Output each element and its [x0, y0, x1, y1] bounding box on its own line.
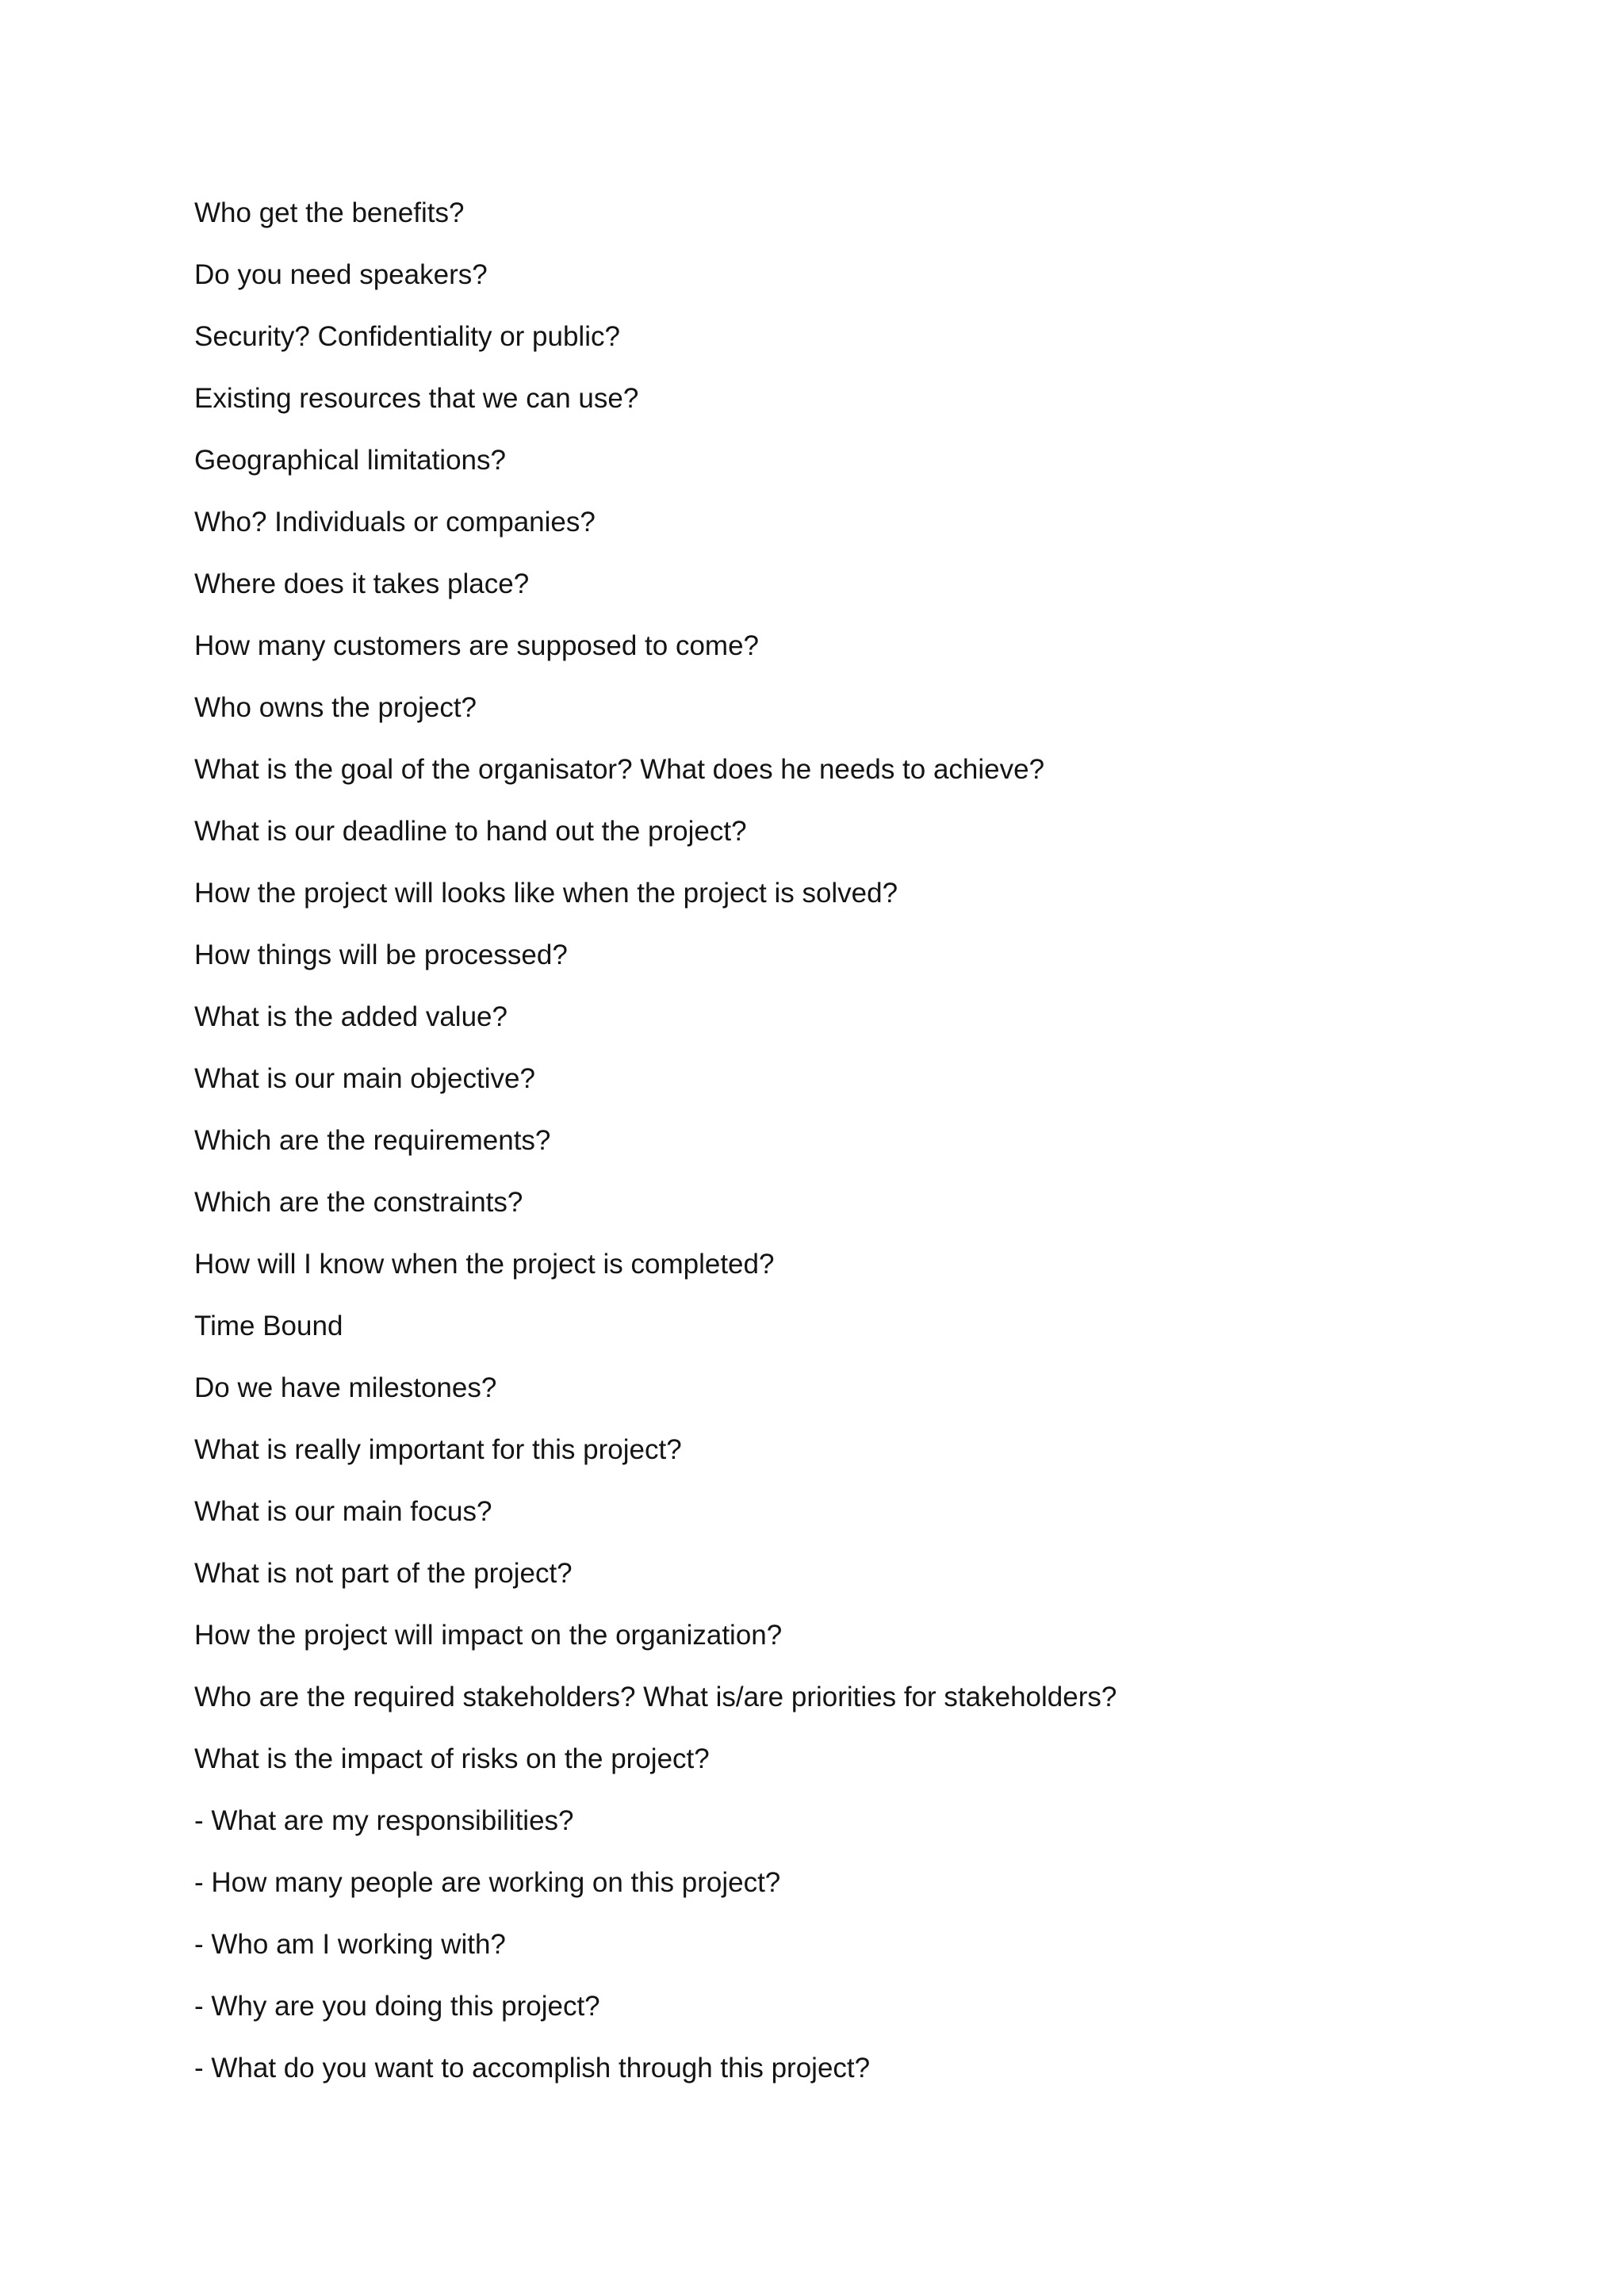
question-line: What is the impact of risks on the project? [194, 1743, 710, 1774]
question-line: Existing resources that we can use? [194, 383, 639, 414]
bullet-question-line: - Why are you doing this project? [194, 1991, 600, 2022]
question-line: Which are the constraints? [194, 1187, 523, 1218]
question-line: Who owns the project? [194, 692, 477, 723]
question-line: What is the goal of the organisator? What does he needs to achieve? [194, 754, 1045, 785]
question-line: What is our deadline to hand out the project? [194, 816, 747, 847]
question-line: How will I know when the project is completed? [194, 1249, 775, 1280]
question-line: Do you need speakers? [194, 259, 488, 290]
question-line: How things will be processed? [194, 939, 568, 970]
question-line: What is our main objective? [194, 1063, 535, 1094]
question-line: What is the added value? [194, 1001, 508, 1032]
bullet-question-line: - What are my responsibilities? [194, 1805, 574, 1836]
question-line: Do we have milestones? [194, 1372, 497, 1403]
question-line: What is really important for this project? [194, 1434, 682, 1465]
question-line: How the project will impact on the organization? [194, 1620, 783, 1651]
bullet-question-line: - Who am I working with? [194, 1929, 506, 1960]
section-label: Time Bound [194, 1311, 343, 1341]
question-line: What is not part of the project? [194, 1558, 573, 1589]
question-line: Where does it takes place? [194, 568, 530, 599]
question-line: Who are the required stakeholders? What is/are priorities for stakeholders? [194, 1682, 1117, 1712]
question-line: Security? Confidentiality or public? [194, 321, 620, 352]
bullet-question-line: - What do you want to accomplish through this project? [194, 2053, 871, 2084]
question-line: Geographical limitations? [194, 445, 506, 476]
question-line: What is our main focus? [194, 1496, 492, 1527]
bullet-question-line: - How many people are working on this project? [194, 1867, 781, 1898]
question-line: Who? Individuals or companies? [194, 507, 596, 538]
question-line: Which are the requirements? [194, 1125, 551, 1156]
question-line: How many customers are supposed to come? [194, 630, 759, 661]
question-line: How the project will looks like when the project is solved? [194, 878, 898, 909]
question-line: Who get the benefits? [194, 197, 465, 228]
question-list [194, 193, 1503, 2110]
